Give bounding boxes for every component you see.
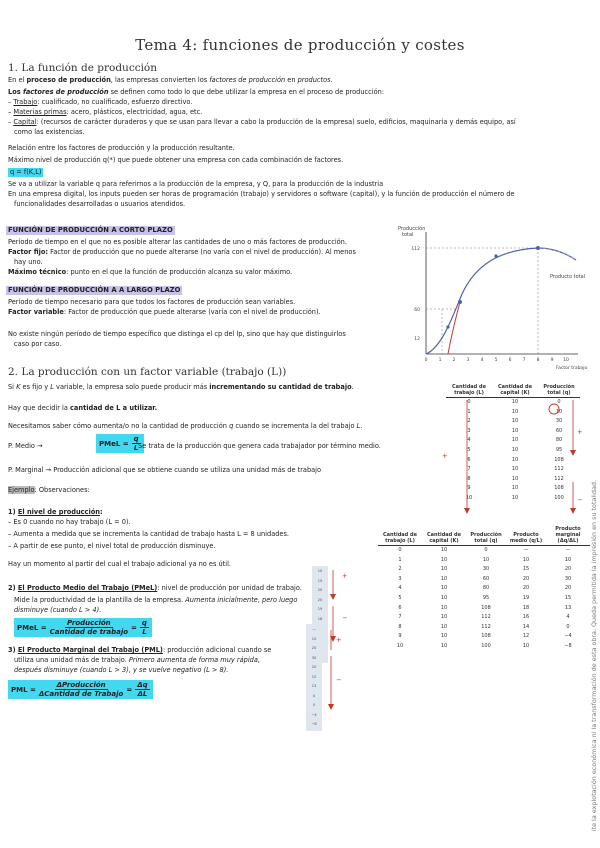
table-row: 5 10 95 <box>467 446 563 453</box>
minus-mark: − <box>342 614 348 622</box>
table-row: 9 10 108 <box>467 485 564 492</box>
minus-mark: − <box>336 676 342 684</box>
list-item: 20 <box>311 646 317 650</box>
list-item: 19 <box>317 607 323 611</box>
table-row: 7 10 112 <box>467 466 564 473</box>
short-run-line-2: Factor fijo: Factor de producción que no puede alterarse (no varía con el nivel de producción). Al menos <box>8 248 356 256</box>
obs-1-d: Hay un momento al partir del cual el trabajo adicional ya no es útil. <box>8 560 232 568</box>
graph-xtick: 6 <box>508 358 512 363</box>
table-2-header: Producción total (q) <box>466 526 506 546</box>
s1-paragraph-3: Relación entre los factores de producción y la producción resultante. <box>8 144 235 152</box>
page-title: Tema 4: funciones de producción y costes <box>135 36 465 54</box>
table-2 <box>378 526 590 652</box>
pmedio-label: P. Medio → <box>8 442 43 450</box>
table-row: 1 10 10 <box>467 408 563 415</box>
graph-curve-label: Producto total <box>550 274 586 280</box>
s2-paragraph-3: Necesitamos saber cómo aumenta/o no la cantidad de producción q cuando se incrementa la del trabajo L. <box>8 422 363 430</box>
obs-3-line-b: utiliza una unidad más de trabajo. Primero aumenta de forma muy rápida, <box>14 656 260 664</box>
table-row: 4 10 80 <box>467 437 563 444</box>
table-row: 2 10 30 <box>467 418 563 425</box>
mini-table-pml <box>306 624 322 731</box>
list-item: 20 <box>317 597 323 602</box>
red-annotation <box>448 302 460 354</box>
short-run-line-1: Período de tiempo en el que no es posible alterar las cantidades de uno o más factores de producción. <box>8 238 347 246</box>
s1-bullet-capital: – Capital: (recursos de carácter duraderos y que se usan para llevar a cabo la producción de la empresa) suelo, edificios, maquinaria y demás equipo, así <box>8 118 516 126</box>
table-row: 8 10 112 14 0 <box>398 623 570 630</box>
long-run-line-4: caso por caso. <box>14 340 62 348</box>
list-item: 4 <box>312 693 316 698</box>
s2-paragraph-2: Hay que decidir la cantidad de L a utilizar. <box>8 404 158 412</box>
inflection-point <box>458 300 462 304</box>
s1-paragraph-4: Máximo nivel de producción q(*) que puede obtener una empresa con cada combinación de factores. <box>8 156 344 164</box>
pmarginal-line: P. Marginal → Producción adicional que se obtiene cuando se utiliza una unidad más de trabajo <box>8 466 322 474</box>
plus-mark: + <box>577 428 583 436</box>
red-arrow-head <box>570 508 576 514</box>
s1-bullet-materias: – Materias primas: acero, plásticos, electricidad, agua, etc. <box>8 108 203 116</box>
obs-1-c: – A partir de ese punto, el nivel total de producción disminuye. <box>8 542 216 550</box>
s1-bullet-trabajo: – Trabajo: cualificado, no cualificado, esfuerzo directivo. <box>8 98 193 106</box>
red-arrow-head <box>464 508 470 514</box>
section-heading-1: 1. La función de producción <box>8 62 158 74</box>
plus-mark: + <box>336 636 342 644</box>
s2-paragraph-1: Si K es fijo y L variable, la empresa solo puede producir más incrementando su cantidad de trabajo. <box>8 383 354 391</box>
graph-xtick: 3 <box>466 358 470 363</box>
table-row: 7 10 112 16 4 <box>398 614 570 621</box>
list-item: 0 <box>312 703 316 707</box>
graph-xtick: 2 <box>452 358 456 363</box>
table-row: 3 10 60 <box>467 427 563 434</box>
ejemplo-line: Ejemplo: Observaciones: <box>8 486 90 494</box>
table-row: 5 10 95 19 15 <box>398 594 572 601</box>
production-function-formula: q = f(K,L) <box>10 168 42 176</box>
table-row: 6 10 108 18 13 <box>398 604 572 611</box>
graph-xtick: 1 <box>438 358 442 363</box>
pml-formula: PML = $\frac{\text{ΔProducción}}{\text{ΔCantidad de Trabajo}}$ = $\frac{\Delta q}{\Delta L}$ <box>8 680 153 699</box>
obs-2-line-c: disminuye (cuando L > 4). <box>14 606 102 614</box>
graph-ytick: 60 <box>414 308 420 313</box>
graph-ylabel-2: total <box>402 232 414 238</box>
table-2-header: Cantidad de capital (K) <box>422 526 466 546</box>
max-point <box>536 246 540 250</box>
obs-3-line-c: después disminuye (cuando L > 3), y se vuelve negativo (L > 8). <box>14 666 229 674</box>
curve-point <box>446 325 449 328</box>
s1-bullet-capital-cont: como las existencias. <box>14 128 85 136</box>
table-2-header: Producto marginal (Δq/ΔL) <box>546 526 590 546</box>
graph-xtick: 9 <box>550 358 554 363</box>
table-row: 10 10 100 10 −8 <box>396 642 572 649</box>
list-item: 20 <box>317 588 323 592</box>
table-2-header: Producto medio (q/L) <box>506 526 546 546</box>
table-row: 1 10 10 10 10 <box>398 556 572 563</box>
total-product-curve <box>426 248 576 354</box>
table-row: 2 10 30 15 20 <box>398 566 572 573</box>
graph-xtick: 4 <box>480 358 484 363</box>
graph-xtick: 10 <box>563 358 569 363</box>
plus-mark: + <box>342 572 348 580</box>
pmel-formula: PMeL = $\frac{\text{Producción}}{\text{Cantidad de trabajo}}$ = $\frac{q}{L}$ <box>14 618 152 637</box>
table-row: 9 10 108 12 −4 <box>398 633 572 640</box>
long-run-line-1: Período de tiempo necesario para que todos los factores de producción sean variables. <box>8 298 296 306</box>
table-1-header: Producción total (q) <box>538 384 580 398</box>
list-item: 15 <box>311 674 317 679</box>
list-item: 20 <box>311 665 317 669</box>
graph-xtick: 5 <box>494 358 498 363</box>
obs-2-line-b: Mide la productividad de la plantilla de la empresa. Aumenta inicialmente, pero luego <box>14 596 298 604</box>
list-item: −4 <box>311 712 317 717</box>
list-item: 13 <box>311 684 317 688</box>
graph-xtick: 7 <box>522 358 526 363</box>
table-row: 4 10 80 20 20 <box>398 585 572 592</box>
graph-ytick: 112 <box>411 247 420 252</box>
s1-paragraph-6: En una empresa digital, los inputs pueden ser horas de programación (trabajo) y servidores o software (capital), y la función de producción el número de <box>8 190 515 198</box>
list-item: 15 <box>317 578 323 583</box>
list-item: −8 <box>311 722 317 726</box>
list-item: 10 <box>311 636 317 641</box>
graph-xtick: 0 <box>424 358 428 363</box>
curve-point <box>494 254 497 257</box>
obs-1-heading: 1) El nivel de producción: <box>8 508 103 516</box>
s1-paragraph-5: Se va a utilizar la variable q para referirnos a la producción de la empresa, y Q, para la producción de la industria <box>8 180 384 188</box>
short-run-heading: FUNCIÓN DE PRODUCCIÓN A CORTO PLAZO <box>8 226 173 234</box>
table-row: 8 10 112 <box>467 475 564 482</box>
table-1-annotations <box>440 392 590 524</box>
obs-1-a: – Es 0 cuando no hay trabajo (L = 0). <box>8 518 131 526</box>
long-run-heading: FUNCIÓN DE PRODUCCIÓN A A LARGO PLAZO <box>8 286 181 294</box>
production-graph <box>396 222 596 372</box>
red-circle <box>549 404 559 414</box>
pmedio-formula: PMeL = $\frac{q}{L}$ <box>96 434 144 453</box>
total-product-decreasing <box>538 248 576 260</box>
list-item: 10 <box>317 569 323 573</box>
obs-2-heading: 2) El Producto Medio del Trabajo (PMeL): nivel de producción por unidad de trabajo. <box>8 584 302 592</box>
s1-paragraph-1: En el proceso de producción, las empresas convierten los factores de producción en productos. <box>8 76 333 84</box>
list-item: 18 <box>317 616 323 621</box>
section-heading-2: 2. La producción con un factor variable (trabajo (L)) <box>8 366 287 378</box>
obs-1-b: – Aumenta a medida que se incrementa la cantidad de trabajo hasta L = 8 unidades. <box>8 530 290 538</box>
table-1-header: Cantidad de trabajo (L) <box>446 384 492 398</box>
table-row: 6 10 108 <box>467 456 564 463</box>
table-row: 0 10 0 <box>467 399 561 405</box>
red-arrow-head <box>330 594 336 600</box>
red-arrow-head <box>570 450 576 456</box>
table-row: 3 10 60 20 30 <box>398 575 572 582</box>
obs-3-heading: 3) El Producto Marginal del Trabajo (PML): producción adicional cuando se <box>8 646 272 654</box>
table-row: 0 10 0 — — <box>398 547 571 553</box>
plus-mark: + <box>442 452 448 460</box>
long-run-line-2: Factor variable: Factor de producción que puede alterarse (varía con el nivel de producción). <box>8 308 321 316</box>
long-run-line-3: No existe ningún período de tiempo específico que distinga el cp del lp, sino que hay que distinguirlos <box>8 330 346 338</box>
list-item: — <box>312 627 316 631</box>
s1-paragraph-6-cont: funcionalidades desarrolladas o usuarios atendidos. <box>14 200 186 208</box>
side-license-text: ite la explotación económica ni la transformación de esta obra. Queda permitida la impresión en su totalidad. <box>590 480 598 832</box>
short-run-line-4: Máximo técnico: punto en el que la función de producción alcanza su valor máximo. <box>8 268 293 276</box>
short-run-line-3: hay uno. <box>14 258 43 266</box>
table-1-header: Cantidad de capital (K) <box>492 384 538 398</box>
pmedio-description: Se trata de la producción que genera cada trabajador por término medio. <box>138 442 381 450</box>
minus-mark: − <box>577 496 583 504</box>
graph-ytick: 12 <box>414 337 420 342</box>
table-row: 10 10 100 <box>465 494 564 501</box>
table-2-header: Cantidad de trabajo (L) <box>378 526 422 546</box>
graph-ylabel-1: Producción <box>398 226 426 232</box>
graph-xlabel: Factor trabajo <box>556 366 588 371</box>
graph-xtick: 8 <box>536 358 540 363</box>
red-arrow-head <box>328 704 334 710</box>
s1-paragraph-2: Los factores de producción se definen como todo lo que debe utilizar la empresa en el proceso de producción: <box>8 88 385 96</box>
list-item: 30 <box>311 655 317 660</box>
